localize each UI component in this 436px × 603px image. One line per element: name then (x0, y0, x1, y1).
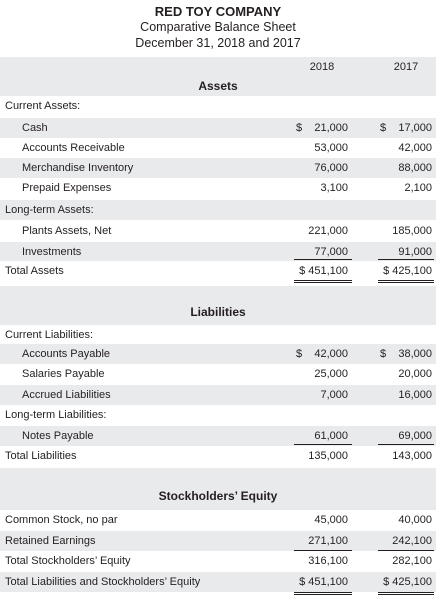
table-row (0, 364, 436, 384)
value-2018: 271,100 (308, 535, 348, 547)
subtotal-rule (378, 444, 434, 445)
total-liabilities-row (0, 446, 436, 466)
grand-total-row (0, 572, 436, 592)
longterm-liabilities-heading: Long-term Liabilities: (5, 409, 107, 421)
row-label: Salaries Payable (22, 368, 105, 380)
value-2017: 69,000 (398, 430, 432, 442)
row-label: Retained Earnings (5, 535, 96, 547)
row-label: Common Stock, no par (5, 514, 118, 526)
table-row (0, 138, 436, 158)
subtotal-rule (294, 444, 352, 445)
value-2018: 61,000 (314, 430, 348, 442)
total-liabilities-2018: 135,000 (308, 450, 348, 462)
row-label: Total Stockholders’ Equity (5, 555, 131, 567)
total-assets-row (0, 261, 436, 281)
total-assets-2017: $ 425,100 (383, 265, 432, 277)
double-rule (294, 592, 352, 595)
value-2017: $ 17,000 (380, 122, 432, 134)
value-2018: 45,000 (314, 514, 348, 526)
year-2017-header: 2017 (393, 61, 419, 73)
double-rule (378, 592, 434, 595)
grand-total-label: Total Liabilities and Stockholders’ Equity (5, 576, 201, 588)
total-assets-2018: $ 451,100 (299, 265, 348, 277)
value-2018: 221,000 (308, 225, 348, 237)
table-row (0, 242, 436, 262)
value-2018: $ 21,000 (296, 122, 348, 134)
total-liabilities-label: Total Liabilities (5, 450, 77, 462)
double-rule (294, 280, 352, 283)
current-assets-heading: Current Assets: (5, 100, 81, 112)
liabilities-title: Liabilities (190, 305, 246, 319)
year-2018-header: 2018 (309, 61, 335, 73)
statement-title: Comparative Balance Sheet (140, 20, 296, 34)
value-2017: 242,100 (392, 535, 432, 547)
value-2017: 40,000 (398, 514, 432, 526)
table-row (0, 221, 436, 241)
value-2018: 25,000 (314, 368, 348, 380)
row-label: Cash (22, 122, 48, 134)
table-row (0, 344, 436, 364)
row-label: Accounts Receivable (22, 142, 125, 154)
value-2017: 20,000 (398, 368, 432, 380)
subtotal-rule (294, 259, 352, 260)
current-assets-heading-row (0, 96, 436, 116)
table-row (0, 510, 436, 530)
current-liabilities-heading: Current Liabilities: (5, 329, 94, 341)
row-label: Plants Assets, Net (22, 225, 112, 237)
value-2017: 91,000 (398, 246, 432, 258)
table-row (0, 426, 436, 446)
value-2018: 316,100 (308, 555, 348, 567)
equity-title-row (0, 468, 436, 510)
value-2017: 88,000 (398, 162, 432, 174)
company-name: RED TOY COMPANY (154, 4, 282, 19)
row-label: Accrued Liabilities (22, 389, 111, 401)
table-row (0, 551, 436, 571)
value-2018: $ 42,000 (296, 348, 348, 360)
row-label: Accounts Payable (22, 348, 111, 360)
assets-title: Assets (198, 79, 238, 93)
longterm-assets-heading-row (0, 200, 436, 220)
row-label: Investments (22, 246, 82, 258)
table-row (0, 531, 436, 551)
row-label: Merchandise Inventory (22, 162, 134, 174)
value-2018: 77,000 (314, 246, 348, 258)
value-2017: 16,000 (398, 389, 432, 401)
value-2017: 2,100 (404, 182, 432, 194)
row-label: Notes Payable (22, 430, 94, 442)
value-2017: 42,000 (398, 142, 432, 154)
row-label: Prepaid Expenses (22, 182, 112, 194)
table-row (0, 118, 436, 138)
value-2017: $ 38,000 (380, 348, 432, 360)
table-row (0, 158, 436, 178)
value-2018: 3,100 (320, 182, 348, 194)
equity-title: Stockholders’ Equity (158, 489, 278, 503)
value-2018: 53,000 (314, 142, 348, 154)
assets-title-row (0, 77, 436, 96)
double-rule (378, 280, 434, 283)
total-liabilities-2017: 143,000 (392, 450, 432, 462)
value-2017: 282,100 (392, 555, 432, 567)
table-row (0, 385, 436, 405)
total-assets-label: Total Assets (5, 265, 64, 277)
table-row (0, 178, 436, 198)
longterm-liabilities-heading-row (0, 405, 436, 425)
liabilities-title-row (0, 286, 436, 327)
current-liabilities-heading-row (0, 325, 436, 345)
value-2018: 76,000 (314, 162, 348, 174)
subtotal-rule (378, 259, 434, 260)
grand-total-2017: $ 425,100 (383, 576, 432, 588)
value-2018: 7,000 (320, 389, 348, 401)
year-header-row (0, 57, 436, 77)
grand-total-2018: $ 451,100 (299, 576, 348, 588)
value-2017: 185,000 (392, 225, 432, 237)
longterm-assets-heading: Long-term Assets: (5, 204, 94, 216)
statement-date: December 31, 2018 and 2017 (135, 36, 301, 50)
